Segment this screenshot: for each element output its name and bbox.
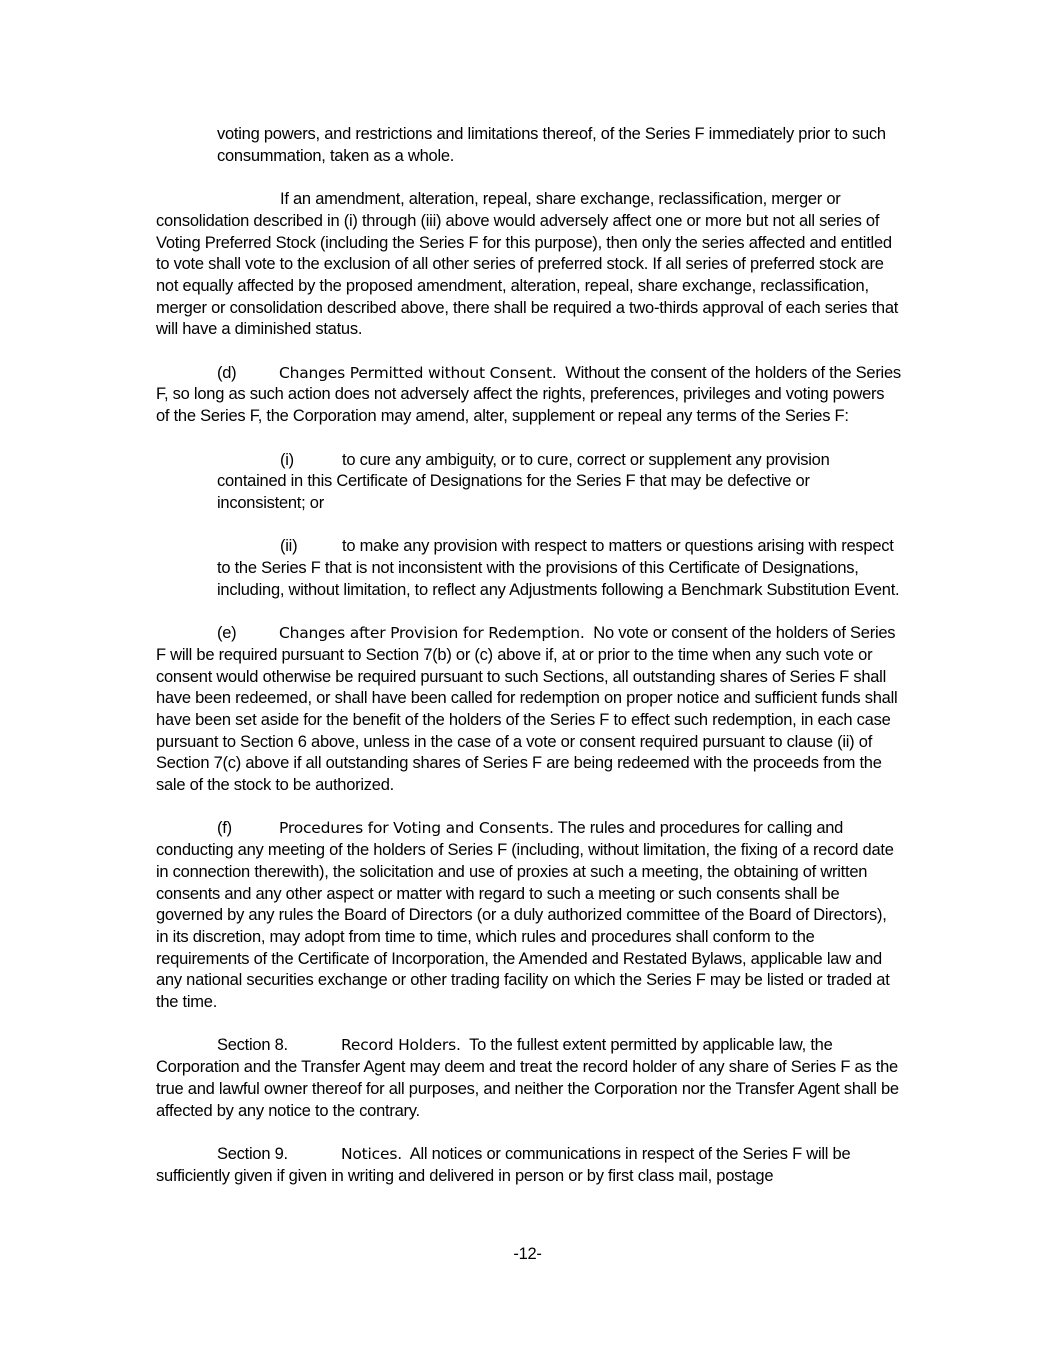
section-8-text: To the fullest extent permitted by applicable law, the Corporation and the Transfer Agent may deem and treat the record holder of any share of Series F as the true and lawful owner thereof for all purposes, and neither the Corporation nor the Transfer Agent shall be affected by any notice to the contrary. [156,1036,899,1120]
section-9-heading: Notices. [341,1144,402,1163]
item-ii-text: to make any provision with respect to matters or questions arising with respect to the Series F that is not inconsistent with the provisions of this Certificate of Designations, including, without limitation, to reflect any Adjustments following a Benchmark Substitution Event. [217,537,900,599]
section-9-text: All notices or communications in respect of the Series F will be sufficiently given if given in writing and delivered in person or by first class mail, postage [156,1144,851,1185]
section-d-paragraph [156,363,901,428]
page-number: -12- [513,1245,542,1263]
section-f-heading: Procedures for Voting and Consents. [279,819,554,838]
paragraph-adverse-effect: If an amendment, alteration, repeal, share exchange, reclassification, merger or consolidation described in (i) through (iii) above would adversely affect one or more but not all series of Voting Preferred Stock (including the Series F for this purpose), then only the series affected and entitled to vote shall vote to the exclusion of all other series of preferred stock. If all series of preferred stock are not equally affected by the proposed amendment, alteration, repeal, share exchange, reclassification, merger or consolidation described above, there shall be required a two-thirds approval of each series that will have a diminished status. [156,190,899,339]
section-d-text: Without the consent of the holders of the Series F, so long as such action does not adversely affect the rights, preferences, privileges and voting powers of the Series F, the Corporation may amend, alter, supplement or repeal any terms of the Series F: [156,363,901,426]
section-e-heading: Changes after Provision for Redemption. [279,624,585,643]
section-8-paragraph [156,1035,901,1122]
section-e-number: (e) [217,624,237,643]
item-ii-number: (ii) [280,537,298,556]
section-f-text: The rules and procedures for calling and conducting any meeting of the holders of Series F (including, without limitation, the fixing of a record date in connection therewith), the solicitation and use of proxies at such a meeting, the obtaining of written consents and any other aspect or matter with regard to such a meeting or such consents shall be governed by any rules the Board of Directors (or a duly authorized committee of the Board of Directors), in its discretion, may adopt from time to time, which rules and procedures shall conform to the requirements of the Certificate of Incorporation, the Amended and Restated Bylaws, applicable law and any national securities exchange or other trading facility on which the Series F may be listed or traded at the time. [156,819,894,1012]
section-9-number: Section 9. [217,1144,288,1163]
item-i-text: to cure any ambiguity, or to cure, correct or supplement any provision contained in this Certificate of Designations for the Series F that may be defective or inconsistent; or [217,450,830,512]
section-8-number: Section 8. [217,1036,288,1055]
section-e-paragraph [156,623,901,797]
section-f-paragraph [156,818,901,1013]
item-i-paragraph [217,450,901,515]
item-ii-paragraph [217,536,901,601]
item-i-number: (i) [280,450,294,469]
section-9-paragraph [156,1144,901,1187]
continuation-paragraph: voting powers, and restrictions and limitations thereof, of the Series F immediately prior to such consummation, taken as a whole. [217,125,886,165]
section-d-number: (d) [217,363,237,382]
section-f-number: (f) [217,819,232,838]
document-body [156,124,901,1209]
section-e-text: No vote or consent of the holders of Series F will be required pursuant to Section 7(b) or (c) above if, at or prior to the time when any such vote or consent would otherwise be required pursuant to such Sections, all outstanding shares of Series F shall have been redeemed, or shall have been called for redemption on proper notice and sufficient funds shall have been set aside for the benefit of the holders of the Series F to effect such redemption, in each case pursuant to Section 6 above, unless in the case of a vote or consent required pursuant to clause (ii) of Section 7(c) above if all outstanding shares of Series F are being redeemed with the proceeds from the sale of the stock to be authorized. [156,624,898,795]
section-d-heading: Changes Permitted without Consent. [279,363,557,382]
section-8-heading: Record Holders. [341,1036,461,1055]
